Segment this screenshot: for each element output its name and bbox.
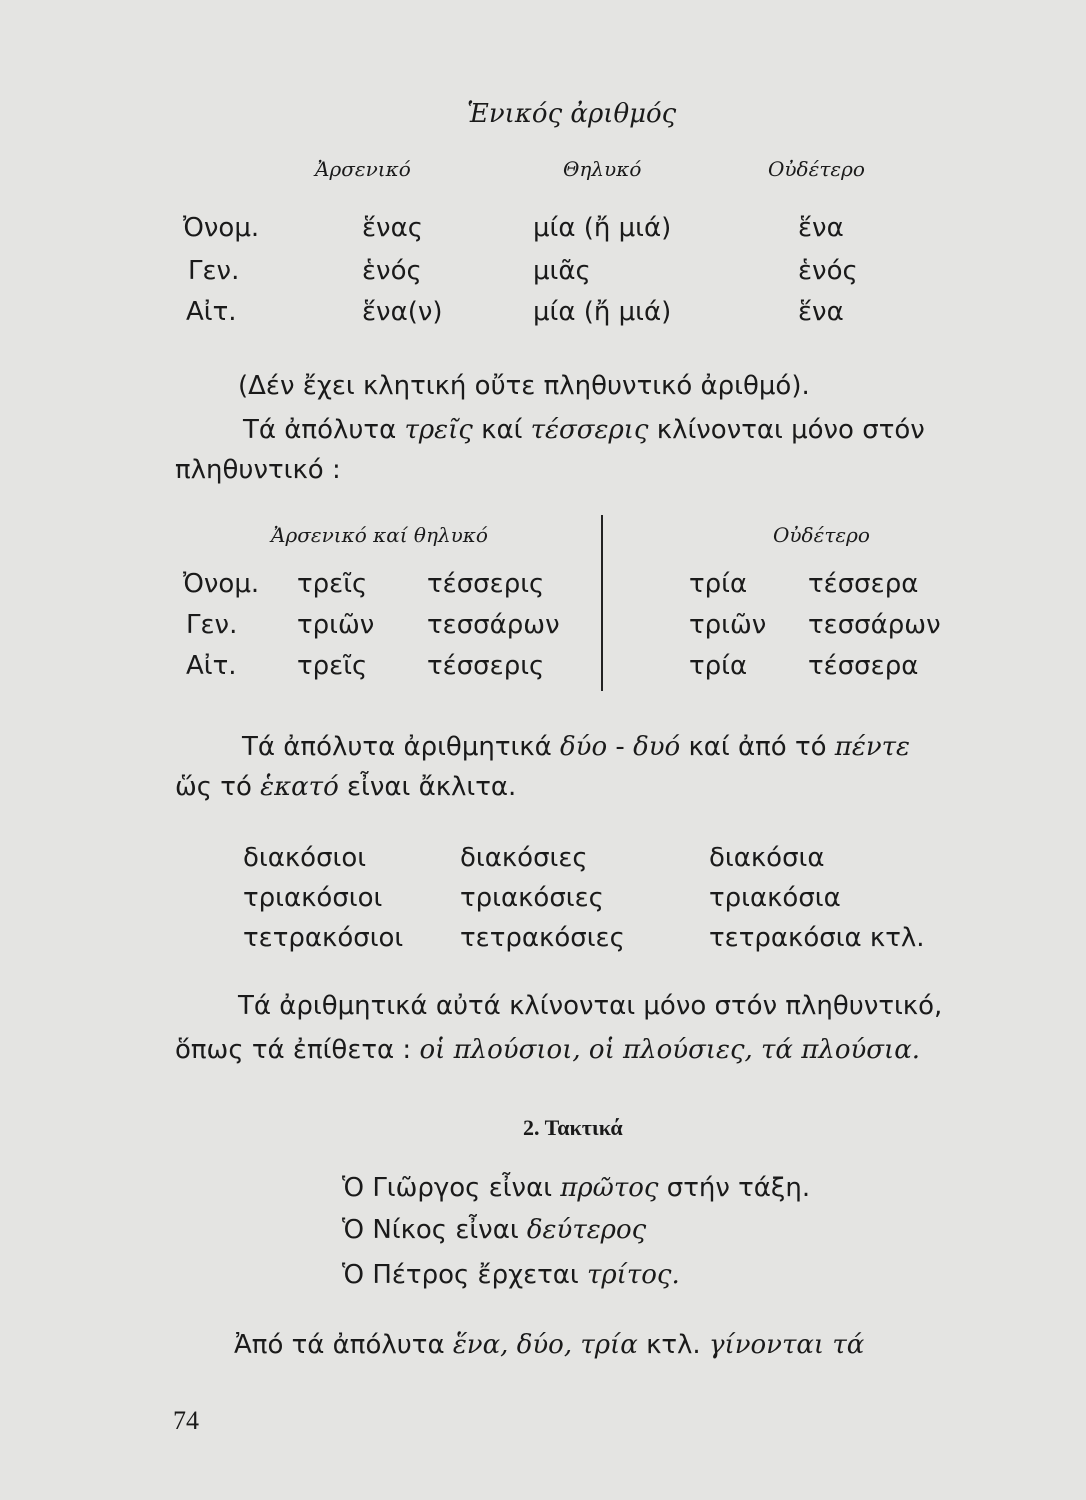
case-label: Αἰτ. bbox=[186, 297, 237, 327]
section-title: 2. Τακτικά bbox=[523, 1115, 623, 1140]
paragraph-text: Τά ἀπόλυτα ἀριθμητικά δύο - δυό καί ἀπό τό πέντε bbox=[242, 732, 910, 762]
hundreds-cell: τριακόσια bbox=[709, 883, 841, 913]
example-sentence: Ὁ Νίκος εἶναι δεύτερος bbox=[342, 1215, 647, 1245]
example-sentence: Ὁ Γιῶργος εἶναι πρῶτος στήν τάξη. bbox=[342, 1173, 811, 1203]
header-feminine: Θηλυκό bbox=[563, 157, 642, 181]
plural-cell: τέσσερις bbox=[427, 651, 545, 681]
page-number: 74 bbox=[173, 1406, 199, 1435]
plural-cell: τρεῖς bbox=[297, 651, 368, 681]
singular-cell: ἑνός bbox=[362, 256, 422, 286]
hundreds-cell: τετρακόσια κτλ. bbox=[709, 923, 925, 953]
plural-cell: τέσσερα bbox=[808, 651, 919, 681]
paragraph-text: Τά ἀριθμητικά αὐτά κλίνονται μόνο στόν πληθυντικό, bbox=[238, 991, 943, 1021]
singular-cell: μιᾶς bbox=[533, 256, 591, 286]
plural-cell: τρία bbox=[689, 569, 748, 599]
plural-cell: τρία bbox=[689, 651, 748, 681]
plural-cell: τεσσάρων bbox=[427, 610, 560, 640]
paragraph-text: Τά ἀπόλυτα τρεῖς καί τέσσερις κλίνονται μόνο στόν bbox=[243, 415, 925, 445]
header-masc-fem: Ἀρσενικό καί θηλυκό bbox=[271, 523, 488, 547]
singular-cell: ἕνα bbox=[798, 213, 844, 243]
plural-cell: τρεῖς bbox=[297, 569, 368, 599]
header-neuter: Οὐδέτερο bbox=[773, 523, 870, 547]
singular-cell: ἕνα bbox=[798, 297, 844, 327]
hundreds-cell: τριακόσιοι bbox=[243, 883, 383, 913]
singular-cell: ἕνα(ν) bbox=[362, 297, 443, 327]
singular-cell: μία (ἤ μιά) bbox=[533, 297, 672, 327]
plural-cell: τριῶν bbox=[689, 610, 767, 640]
case-label: Γεν. bbox=[186, 610, 238, 640]
example-sentence: Ὁ Πέτρος ἔρχεται τρίτος. bbox=[342, 1260, 680, 1290]
singular-cell: μία (ἤ μιά) bbox=[533, 213, 672, 243]
plural-cell: τέσσερις bbox=[427, 569, 545, 599]
case-label: Γεν. bbox=[188, 256, 240, 286]
hundreds-cell: διακόσιοι bbox=[243, 843, 367, 873]
paragraph-text: ὥς τό ἑκατό εἶναι ἄκλιτα. bbox=[175, 772, 517, 802]
paragraph-text: Ἀπό τά ἀπόλυτα ἕνα, δύο, τρία κτλ. γίνονται τά bbox=[234, 1330, 865, 1360]
header-masculine: Ἀρσενικό bbox=[315, 157, 411, 181]
hundreds-cell: τετρακόσιοι bbox=[243, 923, 404, 953]
hundreds-cell: τριακόσιες bbox=[460, 883, 604, 913]
case-label: Ὀνομ. bbox=[183, 213, 260, 243]
hundreds-cell: διακόσια bbox=[709, 843, 825, 873]
paragraph-text: ὅπως τά ἐπίθετα : οἱ πλούσιοι, οἱ πλούσιες, τά πλούσια. bbox=[175, 1035, 921, 1065]
table-divider bbox=[601, 515, 603, 691]
case-label: Ὀνομ. bbox=[183, 569, 260, 599]
case-label: Αἰτ. bbox=[186, 651, 237, 681]
hundreds-cell: τετρακόσιες bbox=[460, 923, 625, 953]
plural-cell: τέσσερα bbox=[808, 569, 919, 599]
hundreds-cell: διακόσιες bbox=[460, 843, 588, 873]
plural-cell: τριῶν bbox=[297, 610, 375, 640]
paragraph-text: πληθυντικό : bbox=[175, 455, 341, 485]
plural-cell: τεσσάρων bbox=[808, 610, 941, 640]
singular-cell: ἕνας bbox=[362, 213, 423, 243]
header-neuter: Οὐδέτερο bbox=[768, 157, 865, 181]
note-no-plural: (Δέν ἔχει κλητική οὔτε πληθυντικό ἀριθμό). bbox=[238, 371, 810, 401]
singular-title: Ἑνικός ἀριθμός bbox=[467, 99, 677, 129]
singular-cell: ἑνός bbox=[798, 256, 858, 286]
